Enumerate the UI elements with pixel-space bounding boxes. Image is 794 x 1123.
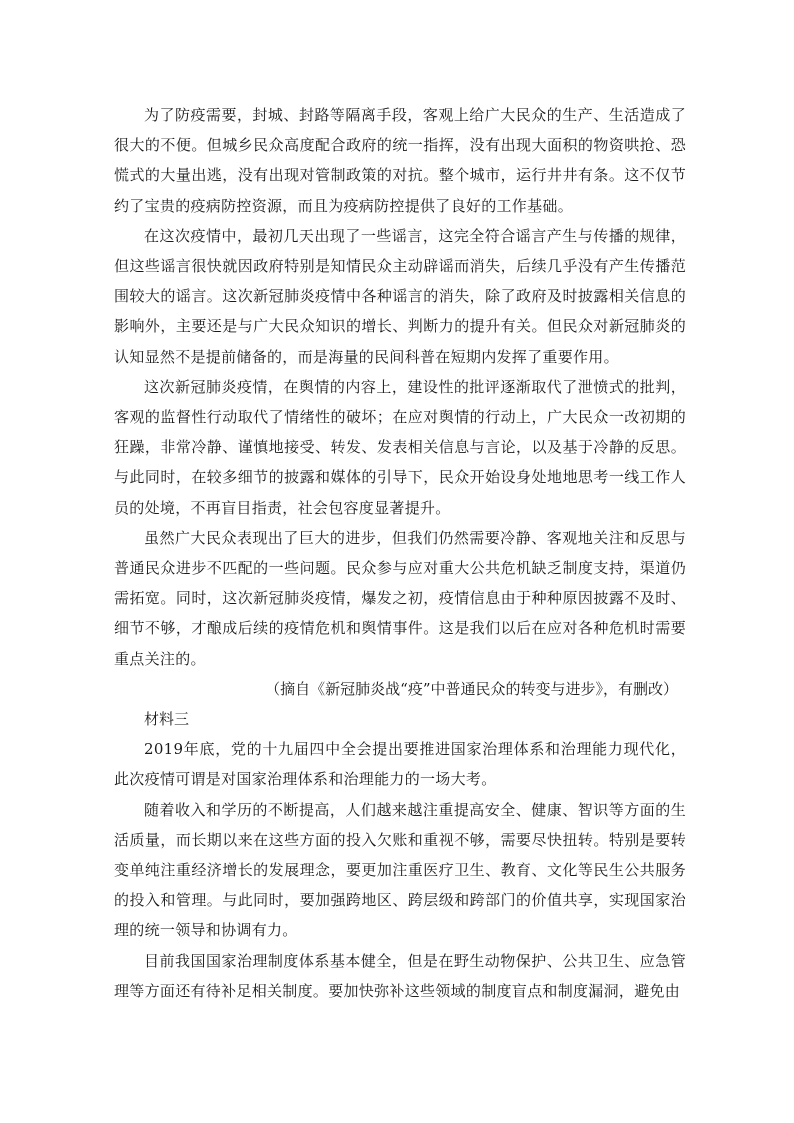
source-citation: （摘自《新冠肺炎战“疫”中普通民众的转变与进步》，有删改） — [265, 679, 678, 698]
paragraph: 为了防疫需要，封城、封路等隔离手段，客观上给广大民众的生产、生活造成了很大的不便。但城乡民众高度配合政府的统一指挥，没有出现大面积的物资哄抢、恐慌式的大量出逃，没有出现对管制政策的对抗。整个城市，运行井井有条。这不仅节约了宝贵的疫病防控资源，而且为疫病防控提供了良好的工作基础。 — [114, 106, 686, 215]
paragraph: 随着收入和学历的不断提高，人们越来越注重提高安全、健康、智识等方面的生活质量，而长期以来在这些方面的投入欠账和重视不够，需要尽快扭转。特别是要转变单纯注重经济增长的发展理念，要更加注重医疗卫生、教育、文化等民生公共服务的投入和管理。与此同时，要加强跨地区、跨层级和跨部门的价值共享，实现国家治理的统一领导和协调有力。 — [114, 800, 686, 940]
section-heading: 材料三 — [144, 710, 190, 729]
paragraph: 这次新冠肺炎疫情，在舆情的内容上，建设性的批评逐渐取代了泄愤式的批判，客观的监督性行动取代了情绪性的破坏；在应对舆情的行动上，广大民众一改初期的狂躁，非常冷静、谨慎地接受、转发、发表相关信息与言论，以及基于冷静的反思。与此同时，在较多细节的披露和媒体的引导下，民众开始设身处地地思考一线工作人员的处境，不再盲目指责，社会包容度显著提升。 — [114, 377, 686, 517]
paragraph: 在这次疫情中，最初几天出现了一些谣言，这完全符合谣言产生与传播的规律，但这些谣言很快就因政府特别是知情民众主动辟谣而消失，后续几乎没有产生传播范围较大的谣言。这次新冠肺炎疫情中各种谣言的消失，除了政府及时披露相关信息的影响外，主要还是与广大民众知识的增长、判断力的提升有关。但民众对新冠肺炎的认知显然不是提前储备的，而是海量的民间科普在短期内发挥了重要作用。 — [114, 226, 686, 366]
paragraph: 虽然广大民众表现出了巨大的进步，但我们仍然需要冷静、客观地关注和反思与普通民众进步不匹配的一些问题。民众参与应对重大公共危机缺乏制度支持，渠道仍需拓宽。同时，这次新冠肺炎疫情，爆发之初，疫情信息由于种种原因披露不及时、细节不够，才酿成后续的疫情危机和舆情事件。这是我们以后在应对各种危机时需要重点关注的。 — [114, 528, 686, 668]
paragraph: 2019年底，党的十九届四中全会提出要推进国家治理体系和治理能力现代化，此次疫情可谓是对国家治理体系和治理能力的一场大考。 — [114, 740, 686, 789]
document-page — [114, 100, 686, 1006]
paragraph: 目前我国国家治理制度体系基本健全，但是在野生动物保护、公共卫生、应急管理等方面还有待补足相关制度。要加快弥补这些领域的制度盲点和制度漏洞，避免由 — [114, 951, 686, 1000]
